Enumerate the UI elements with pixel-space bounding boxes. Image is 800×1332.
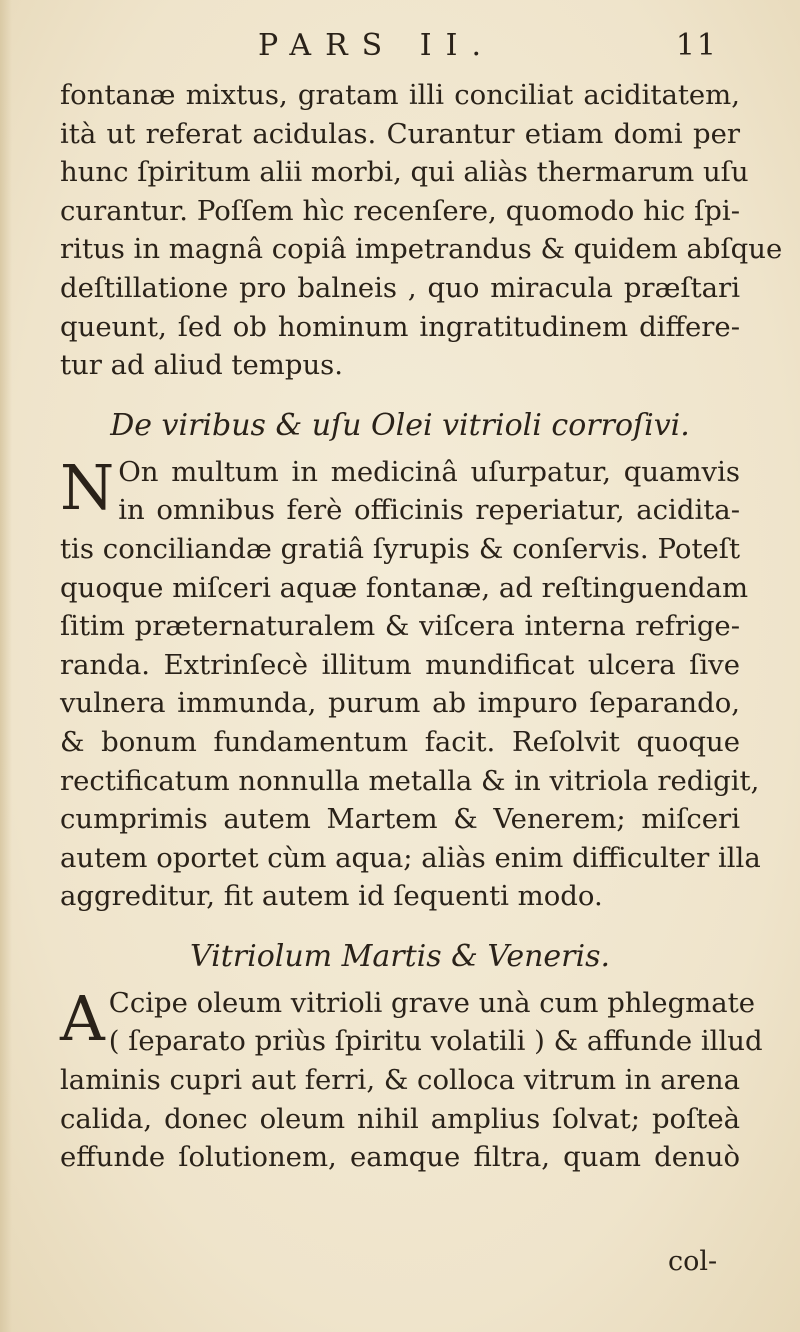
text-line: curantur. Poſſem hìc recenſere, quomodo hic ſpi-	[60, 194, 740, 227]
text-line: ſitim præternaturalem & viſcera interna refrige-	[60, 610, 740, 643]
text-line: ità ut referat acidulas. Curantur etiam domi per	[60, 117, 740, 150]
text-line: effunde ſolutionem, eamque filtra, quam denuò	[60, 1141, 740, 1174]
paragraph-1	[60, 76, 783, 385]
text-line: rectificatum nonnulla metalla & in vitriola redigit,	[60, 764, 760, 797]
text-line: & bonum fundamentum facit. Reſolvit quoque	[60, 725, 740, 758]
body-text	[60, 76, 783, 1177]
section-heading-oleum: De viribus & uſu Olei vitrioli corroſivi.	[110, 407, 690, 443]
text-line: in omnibus ferè officinis reperiatur, acidita-	[118, 494, 740, 527]
drop-cap-initial: A	[60, 981, 105, 1055]
text-line: tis conciliandæ gratiâ ſyrupis & conſervis. Poteſt	[60, 532, 740, 565]
section-title: PARS II.	[258, 28, 496, 63]
text-line: laminis cupri aut ferri, & colloca vitrum in arena	[60, 1064, 740, 1097]
text-line: ( ſeparato priùs ſpiritu volatili ) & affunde illud	[108, 1025, 763, 1058]
text-line: queunt, ſed ob hominum ingratitudinem differe-	[60, 310, 740, 343]
page-edge-shadow	[0, 0, 12, 1332]
text-line: vulnera immunda, purum ab impuro ſeparando,	[60, 687, 740, 720]
catchword: col-	[668, 1246, 718, 1277]
running-header	[258, 28, 718, 68]
text-line: tur ad aliud tempus.	[60, 349, 344, 382]
text-line: quoque miſceri aquæ fontanæ, ad reſtinguendam	[60, 571, 749, 604]
text-line: ritus in magnâ copiâ impetrandus & quidem abſque	[60, 233, 783, 266]
text-line: cumprimis autem Martem & Venerem; miſceri	[60, 803, 740, 836]
text-line: aggreditur, fit autem id ſequenti modo.	[60, 880, 603, 913]
page-number: 11	[675, 28, 718, 63]
text-line: calida, donec oleum nihil amplius ſolvat; poſteà	[60, 1102, 740, 1135]
drop-cap-initial: N	[60, 450, 115, 524]
text-line: On multum in medicinâ uſurpatur, quamvis	[118, 455, 740, 488]
text-line: hunc ſpiritum alii morbi, qui aliàs thermarum uſu	[60, 156, 749, 189]
text-line: Ccipe oleum vitrioli grave unà cum phlegmate	[108, 986, 755, 1019]
section-heading-vitriolum: Vitriolum Martis & Veneris.	[189, 938, 611, 974]
paragraph-3	[60, 981, 763, 1177]
paragraph-2	[60, 450, 761, 916]
text-line: deſtillatione pro balneis , quo miracula præſtari	[60, 271, 740, 304]
text-line: fontanæ mixtus, gratam illi conciliat aciditatem,	[60, 79, 740, 111]
text-line: randa. Extrinſecè illitum mundificat ulcera ſive	[60, 648, 740, 681]
text-line: autem oportet cùm aqua; aliàs enim difficulter illa	[60, 841, 761, 874]
